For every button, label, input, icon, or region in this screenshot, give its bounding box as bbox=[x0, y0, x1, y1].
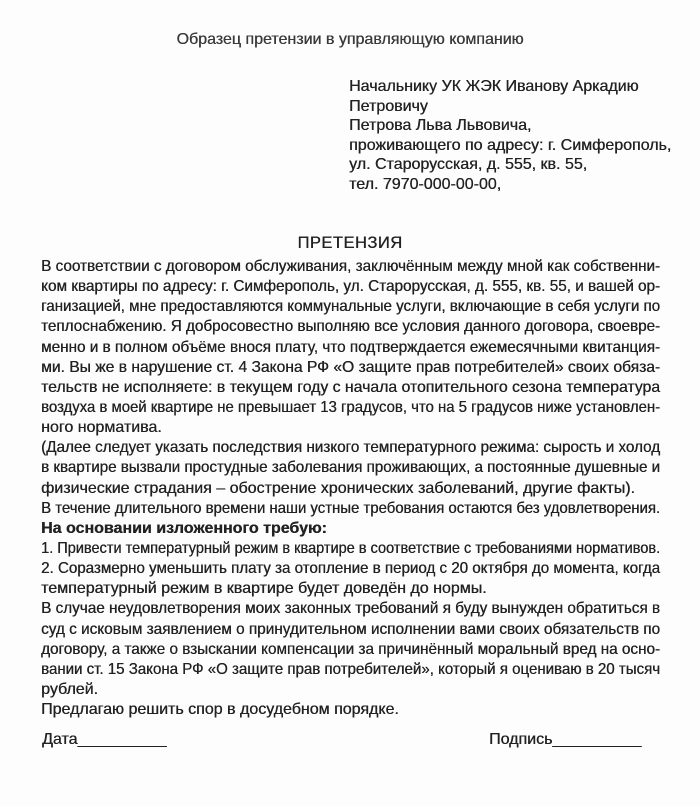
claim-body-line: теплоснабжению. Я добросовестно выполняю все условия данного договора, своевре- bbox=[41, 318, 661, 336]
recipient-line: Петровичу bbox=[349, 97, 428, 115]
claim-body-line: тельств не исполняете: в текущем году с начала отопительного сезона температура bbox=[41, 378, 660, 396]
recipient-line: Петрова Льва Львовича, bbox=[349, 117, 532, 135]
recipient-block bbox=[349, 77, 671, 195]
signature-blank-line: __________ bbox=[552, 731, 642, 748]
claim-body-line: суд с исковым заявлением о принудительном исполнении вами своих обязательств по bbox=[41, 620, 660, 638]
claim-body-line: ми. Вы же в нарушение ст. 4 Закона РФ «О защите прав потребителей» своих обяза- bbox=[41, 358, 661, 376]
claim-body bbox=[41, 257, 660, 720]
claim-heading: ПРЕТЕНЗИЯ bbox=[297, 234, 403, 252]
recipient-line: Начальнику УК ЖЭК Иванову Аркадию bbox=[349, 78, 639, 95]
claim-body-line: воздуха в моей квартире не превышает 13 градусов, что на 5 градусов ниже установлен- bbox=[41, 398, 660, 416]
date-field bbox=[42, 731, 166, 748]
claim-body-line: Предлагаю решить спор в досудебном порядке. bbox=[41, 701, 399, 719]
claim-body-line: в квартире вызвали простудные заболевания проживающих, а постоянные душевные и bbox=[41, 459, 661, 477]
claim-body-line: физические страдания – обострение хронических заболеваний, другие факты). bbox=[41, 479, 635, 497]
claim-body-line: договору, а также о взыскании компенсации за причинённый моральный вред на осно- bbox=[41, 640, 660, 658]
recipient-line: проживающего по адресу: г. Симферополь, bbox=[349, 136, 672, 154]
claim-body-line: (Далее следует указать последствия низкого температурного режима: сырость и холод bbox=[41, 439, 660, 457]
claim-demand-line: температурный режим в квартире будет доведён до нормы. bbox=[41, 580, 487, 598]
recipient-line: тел. 7970-000-00-00, bbox=[349, 175, 502, 193]
claim-body-line: В течение длительного времени наши устные требования остаются без удовлетворения. bbox=[41, 499, 660, 517]
claim-body-line: В соответствии с договором обслуживания, заключённым между мной как собственни- bbox=[41, 258, 661, 275]
claim-body-line: В случае неудовлетворения моих законных требований я буду вынужден обратиться в bbox=[41, 600, 660, 618]
date-label: Дата bbox=[42, 731, 78, 748]
claim-demand-line: 1. Привести температурный режим в квартире в соответствие с требованиями нормативов. bbox=[41, 539, 660, 557]
signature-label: Подпись bbox=[489, 731, 553, 748]
claim-body-line: ного норматива. bbox=[41, 419, 162, 437]
claim-body-line: вании ст. 15 Закона РФ «О защите прав потребителей», который я оцениваю в 20 тысяч bbox=[41, 660, 660, 678]
signature-field bbox=[489, 731, 641, 749]
claim-body-line: менно и в полном объёме внося плату, что подтверждается ежемесячными квитанция- bbox=[41, 338, 661, 356]
claim-body-line: ком квартиры по адресу: г. Симферополь, ул. Старорусская, д. 555, кв. 55, и вашей ор- bbox=[41, 278, 661, 296]
claim-demand-line: 2. Соразмерно уменьшить плату за отопление в период с 20 октября до момента, когда bbox=[41, 560, 661, 578]
date-blank-line: __________ bbox=[77, 731, 167, 748]
claim-body-line: рублей. bbox=[41, 680, 98, 698]
signature-area bbox=[42, 731, 660, 761]
demands-heading-line: На основании изложенного требую: bbox=[41, 519, 327, 537]
recipient-line: ул. Старорусская, д. 555, кв. 55, bbox=[349, 156, 588, 174]
claim-body-line: ганизацией, мне предоставляются коммунальные услуги, включающие в себя услуги по bbox=[41, 298, 661, 316]
page-title: Образец претензии в управляющую компанию bbox=[176, 31, 524, 48]
